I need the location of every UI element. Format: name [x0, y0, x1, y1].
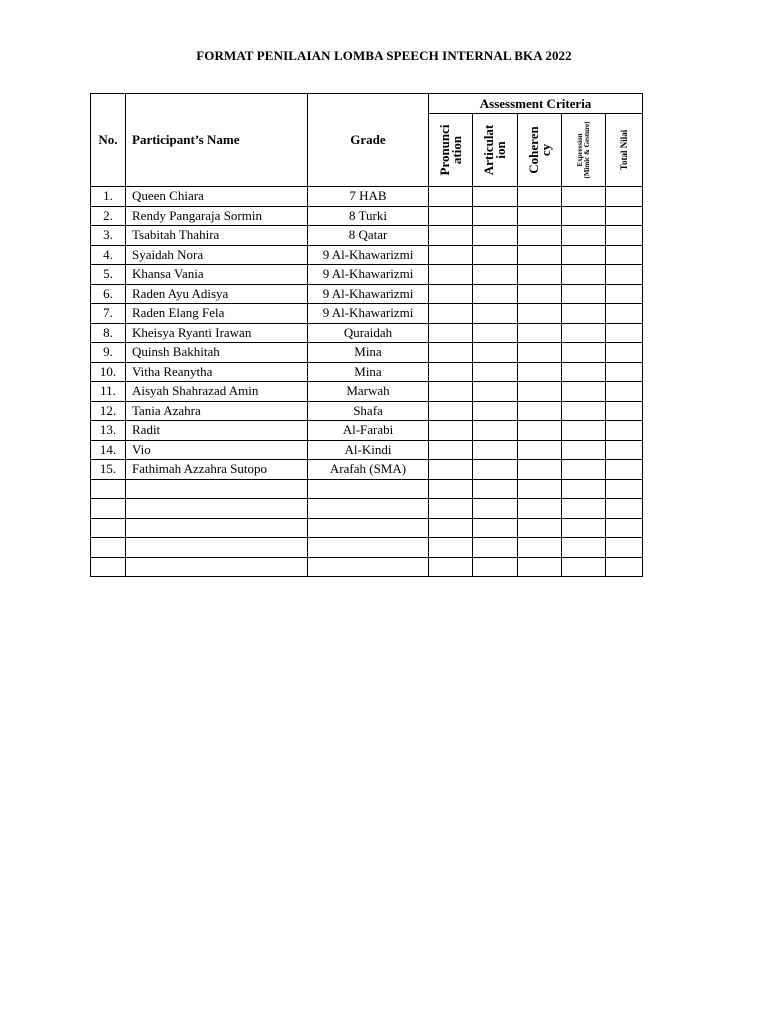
participant-name: [126, 557, 308, 577]
participant-name: Quinsh Bakhitah: [126, 343, 308, 363]
score-articulation-cell[interactable]: [473, 206, 518, 226]
score-total-cell[interactable]: [606, 382, 643, 402]
criterion-label: Total Nilai: [619, 129, 630, 171]
participant-grade: Shafa: [308, 401, 429, 421]
score-expression-cell[interactable]: [562, 479, 606, 499]
score-pronunciation-cell[interactable]: [429, 382, 473, 402]
table-row: [91, 479, 643, 499]
score-expression-cell[interactable]: [562, 499, 606, 519]
table-row: [91, 343, 643, 363]
table-row: [91, 284, 643, 304]
score-total-cell[interactable]: [606, 265, 643, 285]
score-coherency-cell[interactable]: [518, 479, 562, 499]
participant-name: [126, 518, 308, 538]
header-criterion-coherency: [518, 114, 562, 187]
table-row: [91, 187, 643, 207]
header-grade: Grade: [308, 94, 429, 187]
score-expression-cell[interactable]: [562, 206, 606, 226]
participant-grade: [308, 479, 429, 499]
participant-name: [126, 479, 308, 499]
criterion-label: Articulat: [481, 124, 496, 176]
participant-grade: 9 Al-Khawarizmi: [308, 245, 429, 265]
score-total-cell[interactable]: [606, 499, 643, 519]
table-row: [91, 304, 643, 324]
score-total-cell[interactable]: [606, 304, 643, 324]
score-pronunciation-cell[interactable]: [429, 440, 473, 460]
score-coherency-cell[interactable]: [518, 362, 562, 382]
participant-grade: 7 HAB: [308, 187, 429, 207]
score-articulation-cell[interactable]: [473, 557, 518, 577]
score-articulation-cell[interactable]: [473, 499, 518, 519]
score-coherency-cell[interactable]: [518, 440, 562, 460]
participant-name: Khansa Vania: [126, 265, 308, 285]
score-pronunciation-cell[interactable]: [429, 343, 473, 363]
assessment-table: [90, 93, 643, 577]
score-pronunciation-cell[interactable]: [429, 206, 473, 226]
score-total-cell[interactable]: [606, 284, 643, 304]
participant-grade: [308, 557, 429, 577]
participant-grade: 9 Al-Khawarizmi: [308, 284, 429, 304]
table-row: [91, 206, 643, 226]
participant-name: Syaidah Nora: [126, 245, 308, 265]
header-criterion-pronunciation: [429, 114, 473, 187]
score-pronunciation-cell[interactable]: [429, 538, 473, 558]
score-total-cell[interactable]: [606, 538, 643, 558]
row-number: 11.: [91, 382, 126, 402]
participant-name: Kheisya Ryanti Irawan: [126, 323, 308, 343]
score-expression-cell[interactable]: [562, 323, 606, 343]
table-row: [91, 265, 643, 285]
score-total-cell[interactable]: [606, 440, 643, 460]
score-total-cell[interactable]: [606, 557, 643, 577]
document-title: FORMAT PENILAIAN LOMBA SPEECH INTERNAL BKA 2022: [196, 48, 572, 63]
score-expression-cell[interactable]: [562, 304, 606, 324]
participant-name: Rendy Pangaraja Sormin: [126, 206, 308, 226]
score-expression-cell[interactable]: [562, 226, 606, 246]
score-articulation-cell[interactable]: [473, 421, 518, 441]
header-assessment-criteria: Assessment Criteria: [429, 94, 643, 114]
score-coherency-cell[interactable]: [518, 284, 562, 304]
score-coherency-cell[interactable]: [518, 206, 562, 226]
score-total-cell[interactable]: [606, 323, 643, 343]
score-expression-cell[interactable]: [562, 557, 606, 577]
participant-grade: Mina: [308, 362, 429, 382]
header-no: No.: [91, 94, 126, 187]
header-criterion-articulation: [473, 114, 518, 187]
score-articulation-cell[interactable]: [473, 362, 518, 382]
participant-grade: 8 Qatar: [308, 226, 429, 246]
score-coherency-cell[interactable]: [518, 557, 562, 577]
participant-name: [126, 499, 308, 519]
score-articulation-cell[interactable]: [473, 401, 518, 421]
score-expression-cell[interactable]: [562, 440, 606, 460]
table-row: [91, 401, 643, 421]
criterion-label: ion: [493, 141, 508, 159]
score-coherency-cell[interactable]: [518, 382, 562, 402]
table-row: [91, 538, 643, 558]
participant-grade: Quraidah: [308, 323, 429, 343]
row-number: [91, 557, 126, 577]
header-criterion-expression: [562, 114, 606, 187]
score-pronunciation-cell[interactable]: [429, 323, 473, 343]
participant-grade: Al-Farabi: [308, 421, 429, 441]
score-total-cell[interactable]: [606, 362, 643, 382]
score-total-cell[interactable]: [606, 479, 643, 499]
score-expression-cell[interactable]: [562, 187, 606, 207]
row-number: [91, 538, 126, 558]
score-articulation-cell[interactable]: [473, 460, 518, 480]
score-articulation-cell[interactable]: [473, 440, 518, 460]
score-coherency-cell[interactable]: [518, 499, 562, 519]
score-pronunciation-cell[interactable]: [429, 518, 473, 538]
header-total-nilai: [606, 114, 643, 187]
row-number: 9.: [91, 343, 126, 363]
table-row: [91, 460, 643, 480]
score-coherency-cell[interactable]: [518, 421, 562, 441]
participant-grade: 8 Turki: [308, 206, 429, 226]
row-number: 1.: [91, 187, 126, 207]
score-pronunciation-cell[interactable]: [429, 460, 473, 480]
row-number: 3.: [91, 226, 126, 246]
participant-grade: 9 Al-Khawarizmi: [308, 265, 429, 285]
score-coherency-cell[interactable]: [518, 343, 562, 363]
participant-name: Queen Chiara: [126, 187, 308, 207]
score-pronunciation-cell[interactable]: [429, 499, 473, 519]
score-coherency-cell[interactable]: [518, 226, 562, 246]
row-number: 6.: [91, 284, 126, 304]
score-articulation-cell[interactable]: [473, 323, 518, 343]
table-row: [91, 362, 643, 382]
score-expression-cell[interactable]: [562, 538, 606, 558]
criterion-label: Expression: [575, 133, 584, 167]
score-coherency-cell[interactable]: [518, 245, 562, 265]
score-pronunciation-cell[interactable]: [429, 401, 473, 421]
participant-name: Vio: [126, 440, 308, 460]
participant-name: Raden Elang Fela: [126, 304, 308, 324]
score-articulation-cell[interactable]: [473, 226, 518, 246]
participant-name: Fathimah Azzahra Sutopo: [126, 460, 308, 480]
score-expression-cell[interactable]: [562, 421, 606, 441]
participant-name: Tania Azahra: [126, 401, 308, 421]
criterion-label: Coheren: [525, 126, 541, 174]
row-number: [91, 518, 126, 538]
row-number: 12.: [91, 401, 126, 421]
row-number: 5.: [91, 265, 126, 285]
row-number: 7.: [91, 304, 126, 324]
participant-name: Aisyah Shahrazad Amin: [126, 382, 308, 402]
score-total-cell[interactable]: [606, 401, 643, 421]
table-row: [91, 323, 643, 343]
score-expression-cell[interactable]: [562, 284, 606, 304]
score-coherency-cell[interactable]: [518, 460, 562, 480]
score-pronunciation-cell[interactable]: [429, 187, 473, 207]
score-total-cell[interactable]: [606, 187, 643, 207]
score-pronunciation-cell[interactable]: [429, 421, 473, 441]
score-pronunciation-cell[interactable]: [429, 362, 473, 382]
row-number: 8.: [91, 323, 126, 343]
score-expression-cell[interactable]: [562, 382, 606, 402]
score-pronunciation-cell[interactable]: [429, 245, 473, 265]
score-pronunciation-cell[interactable]: [429, 304, 473, 324]
participant-grade: Marwah: [308, 382, 429, 402]
row-number: 4.: [91, 245, 126, 265]
score-articulation-cell[interactable]: [473, 518, 518, 538]
score-articulation-cell[interactable]: [473, 479, 518, 499]
score-expression-cell[interactable]: [562, 265, 606, 285]
score-coherency-cell[interactable]: [518, 265, 562, 285]
score-coherency-cell[interactable]: [518, 304, 562, 324]
participant-name: Raden Ayu Adisya: [126, 284, 308, 304]
participant-grade: [308, 538, 429, 558]
score-expression-cell[interactable]: [562, 401, 606, 421]
participant-grade: [308, 518, 429, 538]
score-coherency-cell[interactable]: [518, 401, 562, 421]
criterion-label: Pronunci: [436, 124, 452, 176]
participant-name: Vitha Reanytha: [126, 362, 308, 382]
score-total-cell[interactable]: [606, 245, 643, 265]
score-expression-cell[interactable]: [562, 362, 606, 382]
score-total-cell[interactable]: [606, 226, 643, 246]
score-articulation-cell[interactable]: [473, 343, 518, 363]
participant-grade: Arafah (SMA): [308, 460, 429, 480]
participant-grade: Al-Kindi: [308, 440, 429, 460]
score-total-cell[interactable]: [606, 518, 643, 538]
criterion-label: ation: [448, 135, 464, 165]
criterion-label: (Mimic & Gesture): [582, 121, 591, 179]
score-expression-cell[interactable]: [562, 460, 606, 480]
row-number: [91, 479, 126, 499]
participant-grade: [308, 499, 429, 519]
score-articulation-cell[interactable]: [473, 284, 518, 304]
score-articulation-cell[interactable]: [473, 538, 518, 558]
criterion-label: cy: [537, 143, 553, 157]
participant-grade: Mina: [308, 343, 429, 363]
score-articulation-cell[interactable]: [473, 265, 518, 285]
table-row: [91, 440, 643, 460]
score-articulation-cell[interactable]: [473, 245, 518, 265]
score-coherency-cell[interactable]: [518, 518, 562, 538]
table-row: [91, 499, 643, 519]
score-coherency-cell[interactable]: [518, 538, 562, 558]
header-participant-name: Participant’s Name: [126, 94, 308, 187]
score-articulation-cell[interactable]: [473, 304, 518, 324]
score-total-cell[interactable]: [606, 421, 643, 441]
table-row: [91, 421, 643, 441]
score-total-cell[interactable]: [606, 206, 643, 226]
score-coherency-cell[interactable]: [518, 323, 562, 343]
table-row: [91, 557, 643, 577]
score-expression-cell[interactable]: [562, 245, 606, 265]
score-pronunciation-cell[interactable]: [429, 265, 473, 285]
row-number: 2.: [91, 206, 126, 226]
score-total-cell[interactable]: [606, 343, 643, 363]
score-pronunciation-cell[interactable]: [429, 284, 473, 304]
score-pronunciation-cell[interactable]: [429, 226, 473, 246]
table-row: [91, 518, 643, 538]
table-row: [91, 245, 643, 265]
score-total-cell[interactable]: [606, 460, 643, 480]
score-expression-cell[interactable]: [562, 518, 606, 538]
row-number: 10.: [91, 362, 126, 382]
table-row: [91, 226, 643, 246]
score-articulation-cell[interactable]: [473, 187, 518, 207]
participant-name: Radit: [126, 421, 308, 441]
row-number: [91, 499, 126, 519]
score-coherency-cell[interactable]: [518, 187, 562, 207]
score-articulation-cell[interactable]: [473, 382, 518, 402]
participant-name: [126, 538, 308, 558]
participant-grade: 9 Al-Khawarizmi: [308, 304, 429, 324]
score-pronunciation-cell[interactable]: [429, 479, 473, 499]
table-row: [91, 382, 643, 402]
row-number: 14.: [91, 440, 126, 460]
score-expression-cell[interactable]: [562, 343, 606, 363]
row-number: 15.: [91, 460, 126, 480]
participant-name: Tsabitah Thahira: [126, 226, 308, 246]
score-pronunciation-cell[interactable]: [429, 557, 473, 577]
row-number: 13.: [91, 421, 126, 441]
